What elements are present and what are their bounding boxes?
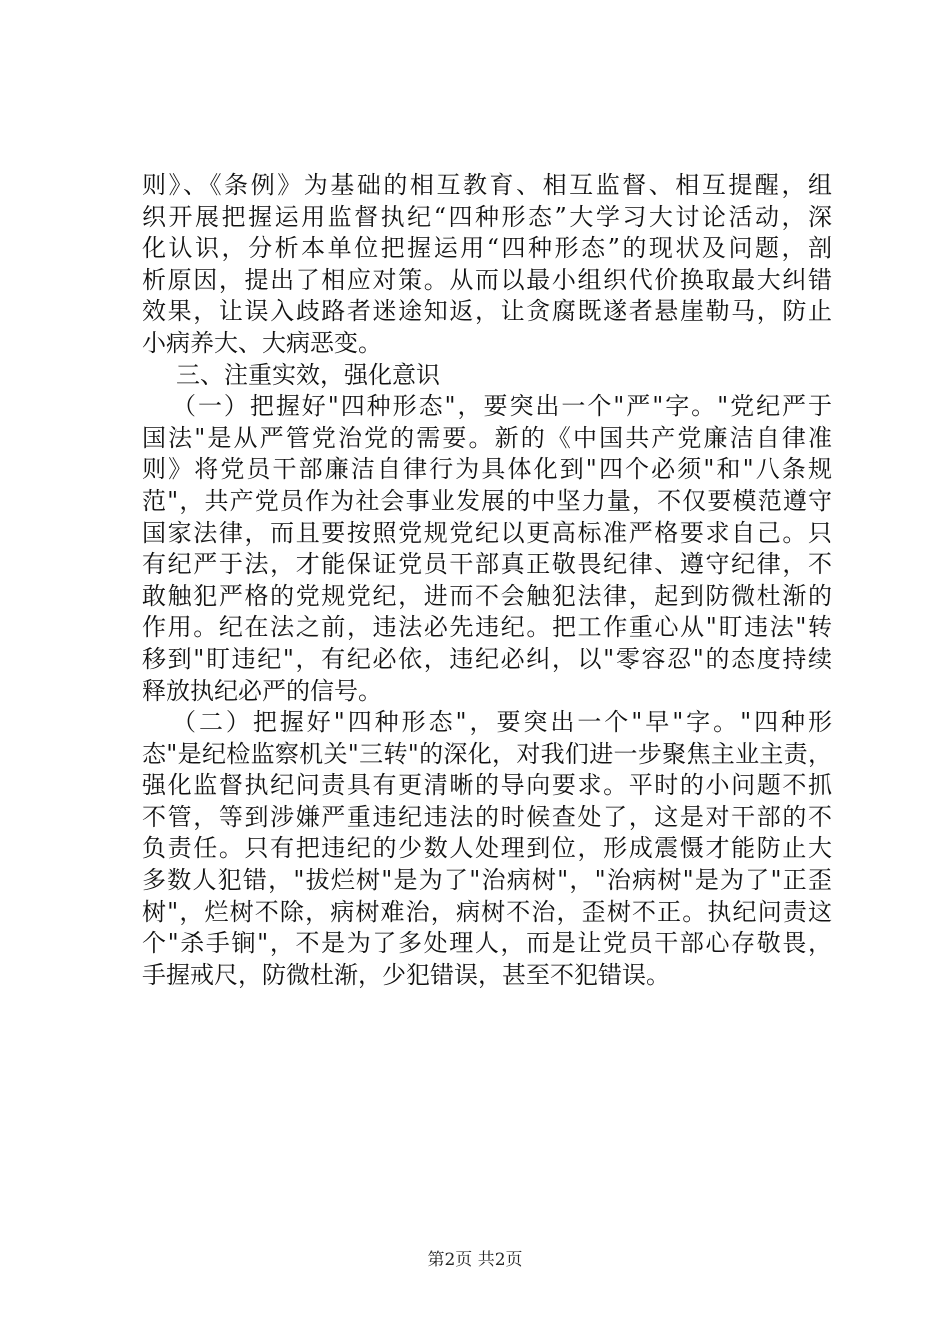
text-line: 态"是纪检监察机关"三转"的深化，对我们进一步聚焦主业主责，: [142, 739, 832, 768]
text-line: 则》将党员干部廉洁自律行为具体化到"四个必须"和"八条规: [142, 455, 832, 484]
text-line: 移到"盯违纪"，有纪必依，违纪必纠，以"零容忍"的态度持续: [142, 644, 832, 673]
text-line: （一）把握好"四种形态"，要突出一个"严"字。"党纪严于: [172, 392, 832, 421]
text-line: 个"杀手锏"，不是为了多处理人，而是让党员干部心存敬畏，: [142, 929, 832, 958]
text-line: 国家法律，而且要按照党规党纪以更高标准严格要求自己。只: [142, 518, 832, 547]
text-line: 则》、《条例》为基础的相互教育、相互监督、相互提醒，组: [142, 171, 832, 199]
text-line: 作用。纪在法之前，违法必先违纪。把工作重心从"盯违法"转: [142, 613, 832, 642]
text-line: 树"，烂树不除，病树难治，病树不治，歪树不正。执纪问责这: [142, 897, 832, 926]
text-line: 敢触犯严格的党规党纪，进而不会触犯法律，起到防微杜渐的: [142, 581, 832, 610]
text-line: 国法"是从严管党治党的需要。新的《中国共产党廉洁自律准: [142, 423, 832, 452]
page-footer: [0, 1245, 950, 1270]
text-line: 析原因，提出了相应对策。从而以最小组织代价换取最大纠错: [142, 265, 832, 294]
text-line: 强化监督执纪问责具有更清晰的导向要求。平时的小问题不抓: [142, 771, 832, 800]
text-line: 多数人犯错，"拔烂树"是为了"治病树"，"治病树"是为了"正歪: [142, 866, 832, 895]
text-line: 手握戒尺，防微杜渐，少犯错误，甚至不犯错误。: [142, 960, 670, 989]
text-line: 三、注重实效，强化意识: [176, 360, 440, 389]
text-line: 释放执纪必严的信号。: [142, 676, 382, 705]
text-line: （二）把握好"四种形态"，要突出一个"早"字。"四种形: [172, 708, 832, 737]
text-line: 效果，让误入歧路者迷途知返，让贪腐既遂者悬崖勒马，防止: [142, 297, 832, 326]
document-body: [142, 170, 832, 991]
text-line: 织开展把握运用监督执纪“四种形态”大学习大讨论活动，深: [142, 202, 832, 231]
text-line: 化认识，分析本单位把握运用“四种形态”的现状及问题，剖: [142, 234, 832, 263]
text-line: 有纪严于法，才能保证党员干部真正敬畏纪律、遵守纪律，不: [142, 550, 832, 579]
text-line: 负责任。只有把违纪的少数人处理到位，形成震慑才能防止大: [142, 834, 832, 863]
text-line: 不管，等到涉嫌严重违纪违法的时候查处了，这是对干部的不: [142, 802, 832, 831]
page-number-label: 第2页 共2页: [427, 1250, 523, 1270]
text-line: 范"，共产党员作为社会事业发展的中坚力量，不仅要模范遵守: [142, 486, 832, 515]
text-line: 小病养大、大病恶变。: [142, 328, 382, 357]
